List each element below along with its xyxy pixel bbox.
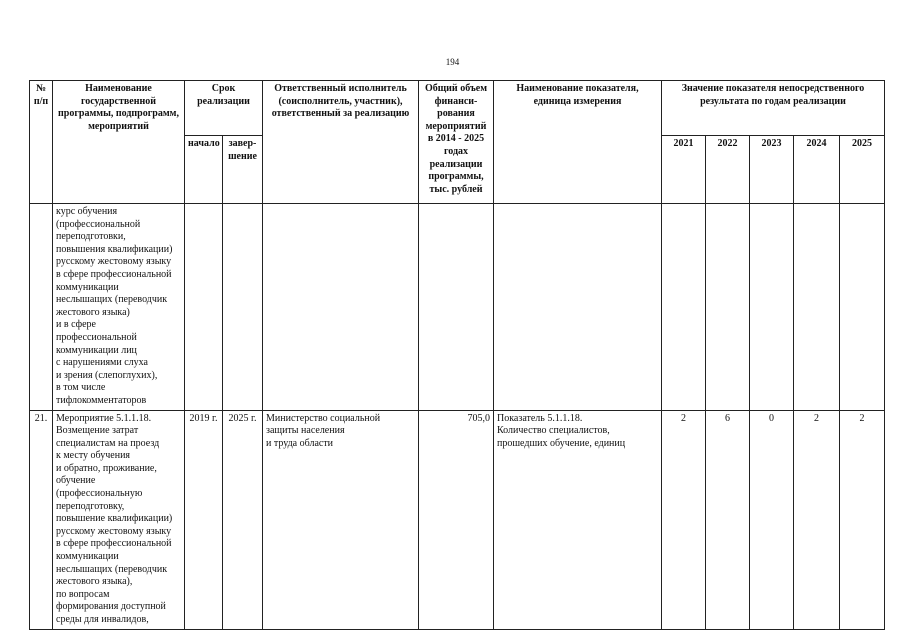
header-indicator: Наименование показателя, единица измерения [494, 81, 662, 204]
row-value-2023: 0 [750, 410, 794, 629]
table-row [30, 204, 885, 411]
row-volume [419, 204, 494, 411]
header-term: Срок реализации [185, 81, 263, 136]
row-name: курс обучения (профессиональной переподготовки, повышения квалификации) русскому жестовому языку в сфере профессиональной коммуникации неслышащих (переводчик жестового языка) и в сфере профессиональной коммуникации лиц с нарушениями слуха и зрения (слепоглухих), в том числе тифлокомментаторов [53, 204, 185, 411]
row-start: 2019 г. [185, 410, 223, 629]
row-name: Мероприятие 5.1.1.18. Возмещение затрат специалистам на проезд к месту обучения и обратно, проживание, обучение (профессиональную переподготовку, повышение квалификации) русскому жестовому языку в сфере профессиональной коммуникации неслышащих (переводчик жестового языка), по вопросам формирования доступной среды для инвалидов, [53, 410, 185, 629]
header-num: № п/п [30, 81, 53, 204]
header-values: Значение показателя непосредственного результата по годам реализации [662, 81, 885, 136]
row-indicator [494, 204, 662, 411]
header-end: завер- шение [223, 136, 263, 204]
row-volume: 705,0 [419, 410, 494, 629]
row-end: 2025 г. [223, 410, 263, 629]
row-value-2025 [840, 204, 885, 411]
row-value-2025: 2 [840, 410, 885, 629]
table-row [30, 410, 885, 629]
header-volume: Общий объем финанси- рования мероприятий в 2014 - 2025 годах реализации программы, тыс. рублей [419, 81, 494, 204]
header-year-2023: 2023 [750, 136, 794, 204]
row-value-2022 [706, 204, 750, 411]
row-executor: Министерство социальной защиты населения и труда области [263, 410, 419, 629]
row-indicator: Показатель 5.1.1.18. Количество специалистов, прошедших обучение, единиц [494, 410, 662, 629]
row-start [185, 204, 223, 411]
row-num: 21. [30, 410, 53, 629]
row-value-2023 [750, 204, 794, 411]
row-value-2024: 2 [794, 410, 840, 629]
header-year-2024: 2024 [794, 136, 840, 204]
header-year-2022: 2022 [706, 136, 750, 204]
row-end [223, 204, 263, 411]
row-value-2021 [662, 204, 706, 411]
row-executor [263, 204, 419, 411]
header-year-2021: 2021 [662, 136, 706, 204]
page-number: 194 [445, 57, 460, 67]
header-name: Наименование государственной программы, подпрограмм, мероприятий [53, 81, 185, 204]
header-start: начало [185, 136, 223, 204]
header-executor: Ответственный исполнитель (соисполнитель, участник), ответственный за реализацию [263, 81, 419, 204]
header-year-2025: 2025 [840, 136, 885, 204]
row-value-2022: 6 [706, 410, 750, 629]
row-value-2024 [794, 204, 840, 411]
row-value-2021: 2 [662, 410, 706, 629]
program-table [29, 80, 885, 630]
row-num [30, 204, 53, 411]
